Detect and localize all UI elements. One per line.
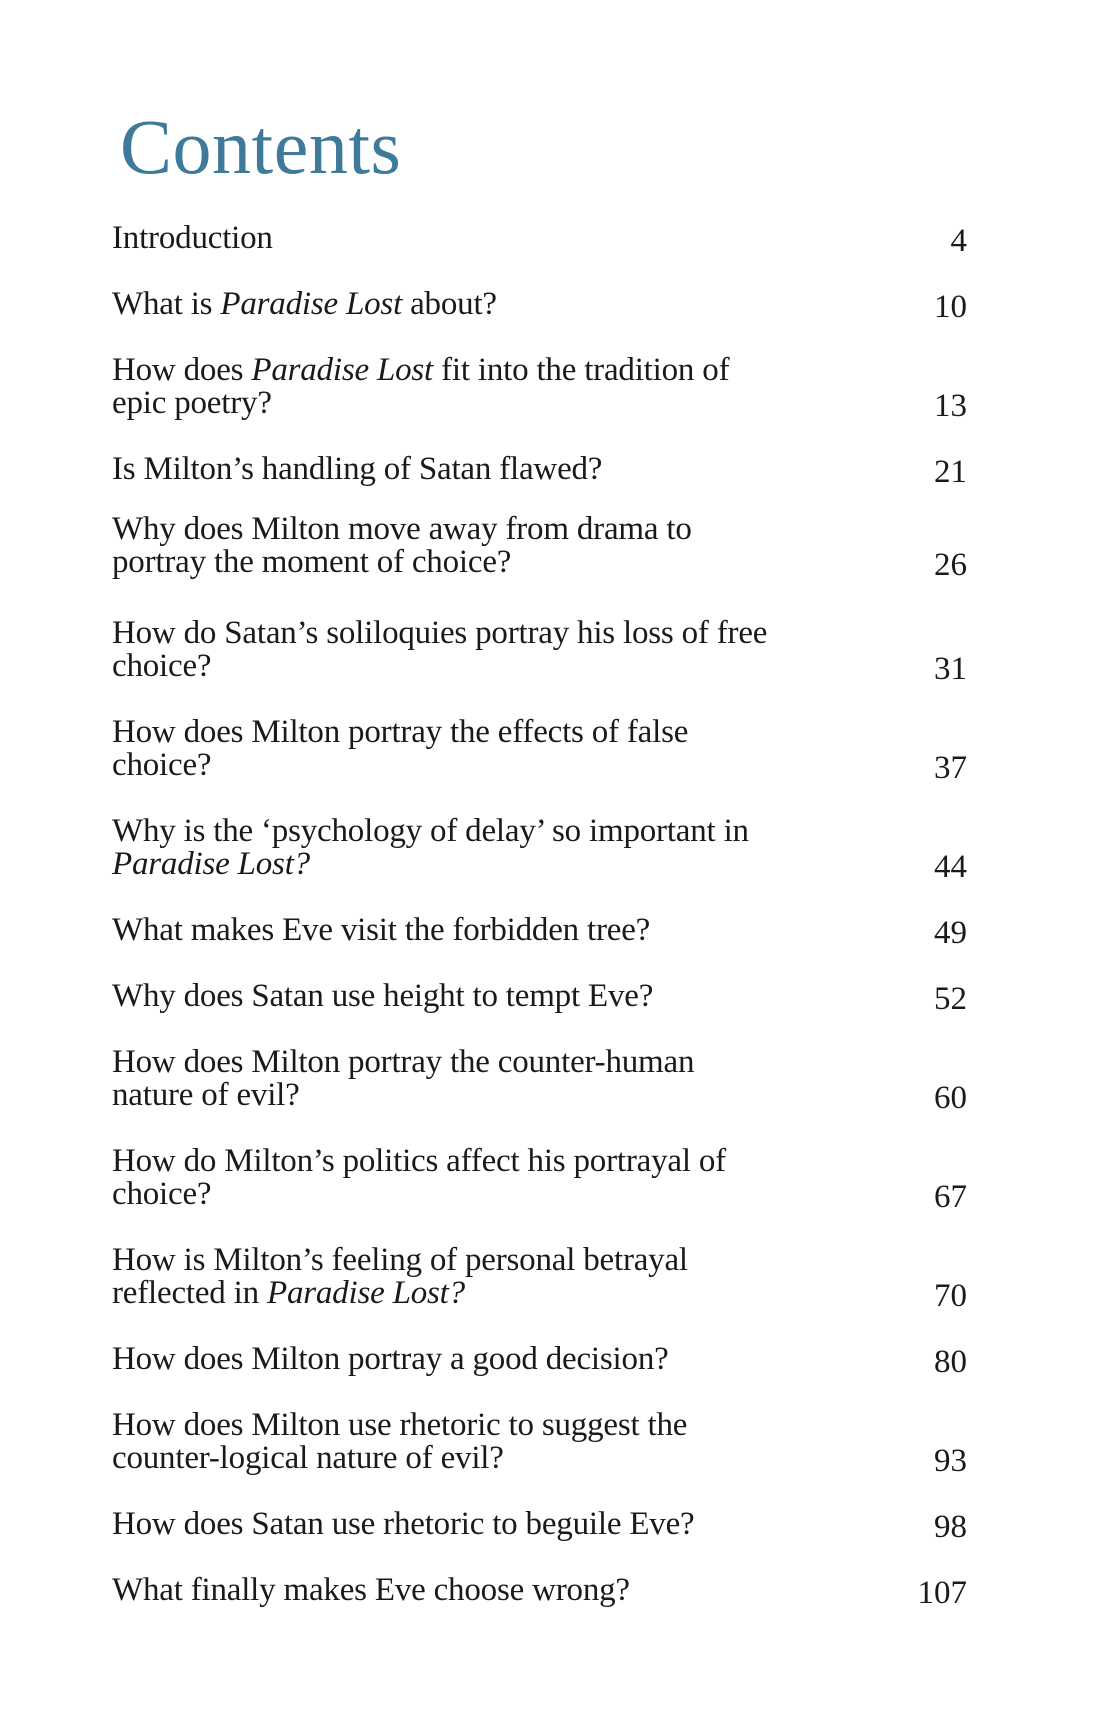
- entry-page-number: 49: [934, 915, 967, 951]
- entry-page-number: 31: [934, 651, 967, 687]
- entry-page-number: 4: [950, 223, 967, 259]
- entry-page-number: 44: [934, 849, 967, 885]
- entry-page-number: 60: [934, 1080, 967, 1116]
- entry-title: How does Milton portray a good decision?: [112, 1341, 669, 1377]
- entry-page-number: 26: [934, 547, 967, 583]
- entry-page-number: 37: [934, 750, 967, 786]
- entry-page-number: 107: [917, 1575, 967, 1611]
- entry-title: What makes Eve visit the forbidden tree?: [112, 912, 651, 948]
- entry-page-number: 67: [934, 1179, 967, 1215]
- entry-title: What finally makes Eve choose wrong?: [112, 1572, 630, 1608]
- page-title: Contents: [120, 103, 402, 190]
- entry-title: Is Milton’s handling of Satan flawed?: [112, 451, 603, 487]
- entry-page-number: 21: [934, 454, 967, 490]
- entry-title: How is Milton’s feeling of personal betrayal reflected in Paradise Lost?: [112, 1242, 688, 1311]
- entry-title: How does Milton portray the counter-human nature of evil?: [112, 1044, 695, 1113]
- entry-title: How does Milton portray the effects of false choice?: [112, 714, 689, 783]
- entry-title: How does Satan use rhetoric to beguile Eve?: [112, 1506, 695, 1542]
- entry-page-number: 52: [934, 981, 967, 1017]
- entry-title: Why is the ‘psychology of delay’ so important in Paradise Lost?: [112, 813, 749, 882]
- entry-title: Why does Satan use height to tempt Eve?: [112, 978, 654, 1014]
- entry-title: What is Paradise Lost about?: [112, 286, 497, 322]
- entry-title: How do Milton’s politics affect his portrayal of choice?: [112, 1143, 726, 1212]
- entry-title: How does Paradise Lost fit into the tradition of epic poetry?: [112, 352, 730, 421]
- entry-title: Why does Milton move away from drama to portray the moment of choice?: [112, 511, 692, 580]
- entry-page-number: 98: [934, 1509, 967, 1545]
- entry-title: How does Milton use rhetoric to suggest the counter-logical nature of evil?: [112, 1407, 688, 1476]
- entry-page-number: 93: [934, 1443, 967, 1479]
- entry-title: Introduction: [112, 220, 273, 256]
- entry-title: How do Satan’s soliloquies portray his loss of free choice?: [112, 615, 768, 684]
- entry-page-number: 13: [934, 388, 967, 424]
- entry-page-number: 10: [934, 289, 967, 325]
- entry-page-number: 70: [934, 1278, 967, 1314]
- entry-page-number: 80: [934, 1344, 967, 1380]
